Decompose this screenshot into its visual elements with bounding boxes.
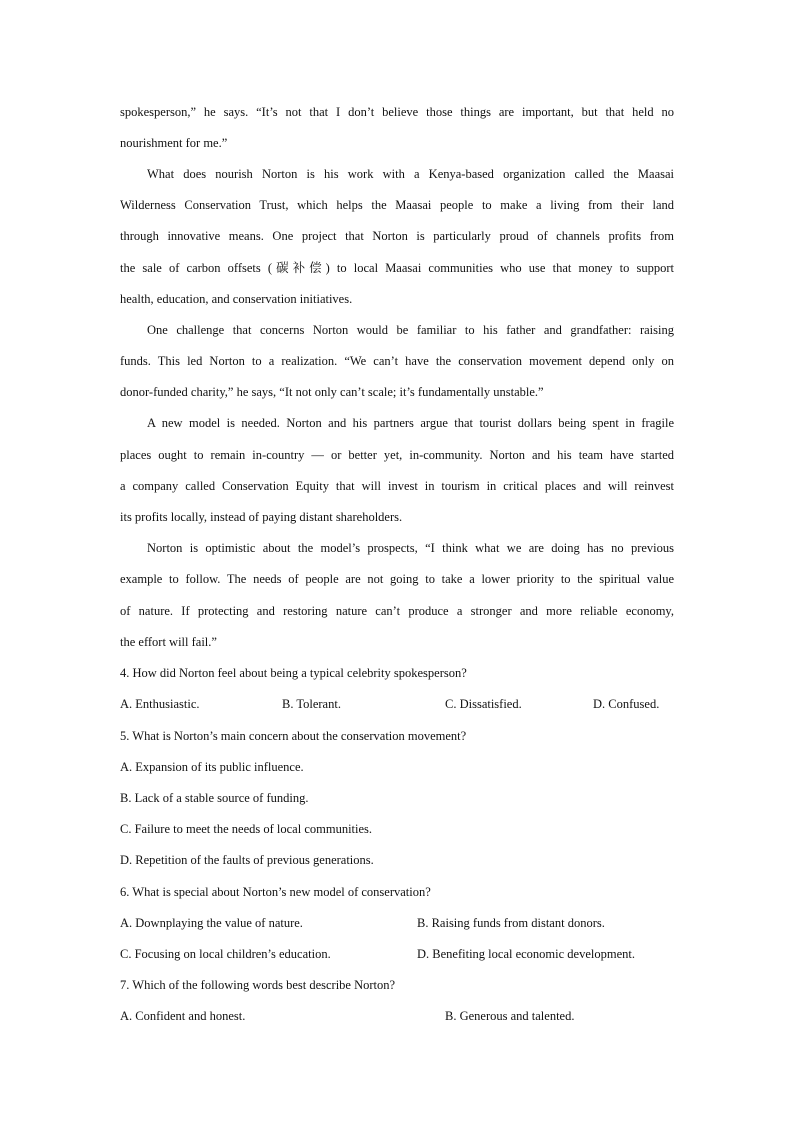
question-stem: 7. Which of the following words best describe Norton? (120, 978, 396, 992)
option-d: D. Confused. (593, 697, 660, 711)
passage-line: its profits locally, instead of paying distant shareholders. (120, 510, 403, 524)
passage-line: Wilderness Conservation Trust, which helps the Maasai people to make a living from their land (120, 198, 674, 212)
option-d: D. Repetition of the faults of previous generations. (120, 853, 374, 867)
option-b: B. Raising funds from distant donors. (417, 916, 605, 930)
option-a: A. Downplaying the value of nature. (120, 916, 303, 930)
passage-line: example to follow. The needs of people are not going to take a lower priority to the spiritual value (120, 572, 674, 586)
passage-line: a company called Conservation Equity that will invest in tourism in critical places and will reinvest (120, 479, 674, 493)
option-a: A. Confident and honest. (120, 1009, 246, 1023)
option-a: A. Enthusiastic. (120, 697, 200, 711)
passage-line: nourishment for me.” (120, 136, 228, 150)
passage-line: places ought to remain in-country — or better yet, in-community. Norton and his team have started (120, 448, 674, 462)
question-stem: 5. What is Norton’s main concern about the conservation movement? (120, 729, 467, 743)
option-b: B. Generous and talented. (445, 1009, 575, 1023)
option-c: C. Failure to meet the needs of local communities. (120, 822, 373, 836)
passage-line: the sale of carbon offsets (碳补偿) to local Maasai communities who use that money to support (120, 261, 674, 275)
option-b: B. Lack of a stable source of funding. (120, 791, 309, 805)
passage-line: spokesperson,” he says. “It’s not that I don’t believe those things are important, but that held no (120, 105, 674, 119)
passage-line: through innovative means. One project that Norton is particularly proud of channels profits from (120, 229, 674, 243)
option-c: C. Dissatisfied. (445, 697, 522, 711)
passage-line: the effort will fail.” (120, 635, 217, 649)
option-a: A. Expansion of its public influence. (120, 760, 304, 774)
passage-line: What does nourish Norton is his work with a Kenya-based organization called the Maasai (147, 167, 674, 181)
question-stem: 6. What is special about Norton’s new model of conservation? (120, 885, 431, 899)
passage-line: health, education, and conservation initiatives. (120, 292, 353, 306)
passage-line: of nature. If protecting and restoring nature can’t produce a stronger and more reliable economy, (120, 604, 674, 618)
passage-line: donor-funded charity,” he says, “It not only can’t scale; it’s fundamentally unstable.” (120, 385, 544, 399)
question-stem: 4. How did Norton feel about being a typical celebrity spokesperson? (120, 666, 467, 680)
option-d: D. Benefiting local economic development. (417, 947, 635, 961)
passage-line: Norton is optimistic about the model’s prospects, “I think what we are doing has no previous (147, 541, 674, 555)
passage-line: A new model is needed. Norton and his partners argue that tourist dollars being spent in fragile (147, 416, 674, 430)
option-b: B. Tolerant. (282, 697, 341, 711)
option-c: C. Focusing on local children’s education. (120, 947, 331, 961)
passage-line: funds. This led Norton to a realization. “We can’t have the conservation movement depend only on (120, 354, 674, 368)
passage-line: One challenge that concerns Norton would be familiar to his father and grandfather: raising (147, 323, 674, 337)
